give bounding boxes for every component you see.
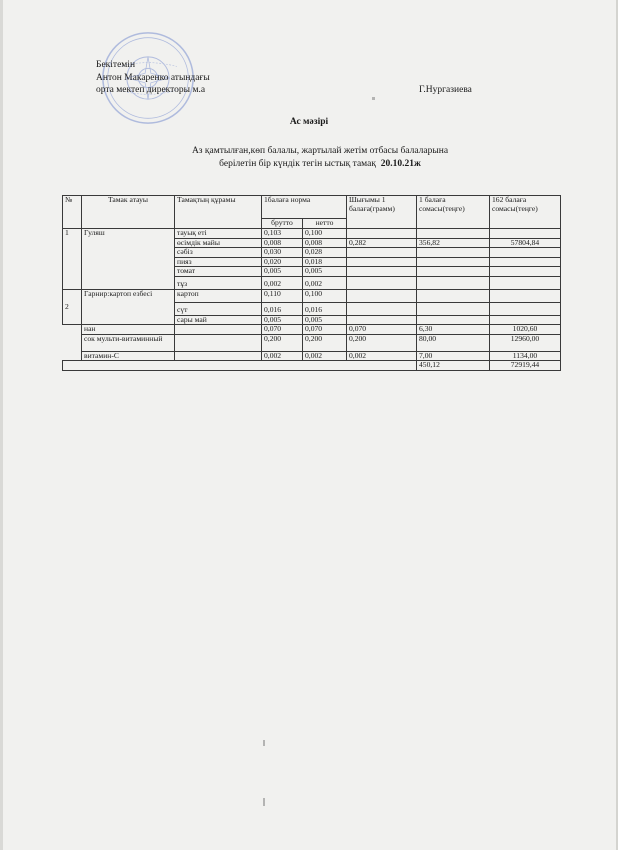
row-num: 2: [63, 289, 82, 325]
row-ingredient: сәбіз: [175, 248, 262, 258]
totals-row: [63, 361, 561, 371]
row-yield: [347, 229, 417, 239]
row-cost-total: 12960,00: [490, 334, 561, 351]
row-cost-one: 7,00: [417, 351, 490, 361]
header-brutto: брутто: [262, 219, 303, 229]
document-title: Ас мәзірі: [289, 117, 329, 127]
menu-table: [62, 195, 561, 371]
scan-speck: [263, 740, 265, 746]
row-brutto: 0,005: [262, 315, 303, 325]
header-cost-total: 162 балаға сомасы(теңге): [490, 196, 561, 229]
row-yield: 0,070: [347, 325, 417, 335]
row-ingredient: [175, 325, 262, 335]
total-cost-one: 450,12: [417, 361, 490, 371]
row-brutto: 0,002: [262, 351, 303, 361]
row-netto: 0,028: [303, 248, 347, 258]
row-yield: [347, 289, 417, 302]
signer-name: Г.Нургазиева: [419, 85, 472, 95]
row-num: 1: [63, 229, 82, 290]
row-ingredient: [175, 351, 262, 361]
row-cost-total: 1020,60: [490, 325, 561, 335]
row-cost-one: [417, 229, 490, 239]
row-netto: 0,100: [303, 229, 347, 239]
row-brutto: 0,016: [262, 302, 303, 315]
row-brutto: 0,110: [262, 289, 303, 302]
row-brutto: 0,030: [262, 248, 303, 258]
row-netto: 0,005: [303, 267, 347, 277]
row-brutto: 0,005: [262, 267, 303, 277]
row-netto: 0,002: [303, 276, 347, 289]
row-netto: 0,016: [303, 302, 347, 315]
row-yield: [347, 257, 417, 267]
approval-block: [96, 59, 472, 97]
scan-speck: [263, 798, 265, 806]
row-netto: 0,200: [303, 334, 347, 351]
totals-spacer: [63, 361, 417, 371]
table-row: [63, 229, 561, 239]
row-dish: нан: [82, 325, 175, 335]
header-norm: 1балаға норма: [262, 196, 347, 219]
table-header-row: [63, 196, 561, 219]
approval-line-1: Бекітемін: [96, 60, 136, 70]
row-ingredient: тауық еті: [175, 229, 262, 239]
row-ingredient: өсімдік майы: [175, 238, 262, 248]
header-cost-one: 1 балаға сомасы(теңге): [417, 196, 490, 229]
row-cost-one: [417, 248, 490, 258]
table-row: [63, 334, 561, 351]
row-yield: 0,002: [347, 351, 417, 361]
row-ingredient: сары май: [175, 315, 262, 325]
subtitle-line-2: [170, 158, 470, 171]
row-cost-total: [490, 248, 561, 258]
row-cost-total: 57804,84: [490, 238, 561, 248]
total-cost-total: 72919,44: [490, 361, 561, 371]
row-netto: 0,005: [303, 315, 347, 325]
row-brutto: 0,020: [262, 257, 303, 267]
header-composition: Тамақтың құрамы: [175, 196, 262, 229]
document-subtitle: [170, 145, 470, 170]
row-cost-one: [417, 302, 490, 315]
row-netto: 0,018: [303, 257, 347, 267]
row-cost-total: [490, 315, 561, 325]
row-netto: 0,008: [303, 238, 347, 248]
row-cost-one: 356,82: [417, 238, 490, 248]
row-num: [63, 325, 82, 335]
row-brutto: 0,002: [262, 276, 303, 289]
row-cost-one: [417, 276, 490, 289]
row-netto: 0,070: [303, 325, 347, 335]
row-ingredient: томат: [175, 267, 262, 277]
row-yield: [347, 267, 417, 277]
row-yield: [347, 315, 417, 325]
row-ingredient: тұз: [175, 276, 262, 289]
row-cost-one: 80,00: [417, 334, 490, 351]
table-row: [63, 351, 561, 361]
menu-date: 20.10.21ж: [380, 158, 421, 169]
row-cost-total: [490, 229, 561, 239]
row-yield: [347, 248, 417, 258]
table-row: [63, 289, 561, 302]
row-ingredient: пияз: [175, 257, 262, 267]
header-dish: Тамак атауы: [82, 196, 175, 229]
row-cost-one: [417, 289, 490, 302]
row-dish: сок мульти-витаминный: [82, 334, 175, 351]
header-consumption: Шығымы 1 балаға(грамм): [347, 196, 417, 229]
row-num: [63, 351, 82, 361]
row-dish: Гуляш: [82, 229, 175, 290]
subtitle-line-2-text: берілетін бір күндік тегін ыстық тамақ: [219, 158, 376, 169]
row-cost-one: 6,30: [417, 325, 490, 335]
row-cost-one: [417, 267, 490, 277]
row-yield: [347, 302, 417, 315]
row-cost-total: [490, 267, 561, 277]
row-ingredient: сүт: [175, 302, 262, 315]
row-dish: витамин-С: [82, 351, 175, 361]
row-brutto: 0,070: [262, 325, 303, 335]
row-brutto: 0,200: [262, 334, 303, 351]
row-yield: [347, 276, 417, 289]
header-num: №: [63, 196, 82, 229]
scan-speck: [372, 97, 375, 100]
row-cost-total: [490, 302, 561, 315]
header-netto: нетто: [303, 219, 347, 229]
row-yield: 0,200: [347, 334, 417, 351]
row-cost-total: 1134,00: [490, 351, 561, 361]
row-brutto: 0,008: [262, 238, 303, 248]
row-cost-total: [490, 257, 561, 267]
approval-line-2: Антон Макаренко атындағы: [96, 72, 210, 83]
row-cost-one: [417, 257, 490, 267]
table-row: [63, 325, 561, 335]
row-brutto: 0,103: [262, 229, 303, 239]
row-ingredient: [175, 334, 262, 351]
row-netto: 0,002: [303, 351, 347, 361]
approval-line-3: орта мектеп директоры м.а: [96, 85, 206, 95]
row-cost-total: [490, 276, 561, 289]
row-num: [63, 334, 82, 351]
row-dish: Гарнир:картоп езбесі: [82, 289, 175, 325]
row-netto: 0,100: [303, 289, 347, 302]
row-cost-one: [417, 315, 490, 325]
subtitle-line-1: Аз қамтылған,көп балалы, жартылай жетім отбасы балаларына: [191, 146, 449, 156]
row-ingredient: картоп: [175, 289, 262, 302]
row-cost-total: [490, 289, 561, 302]
row-yield: 0,282: [347, 238, 417, 248]
